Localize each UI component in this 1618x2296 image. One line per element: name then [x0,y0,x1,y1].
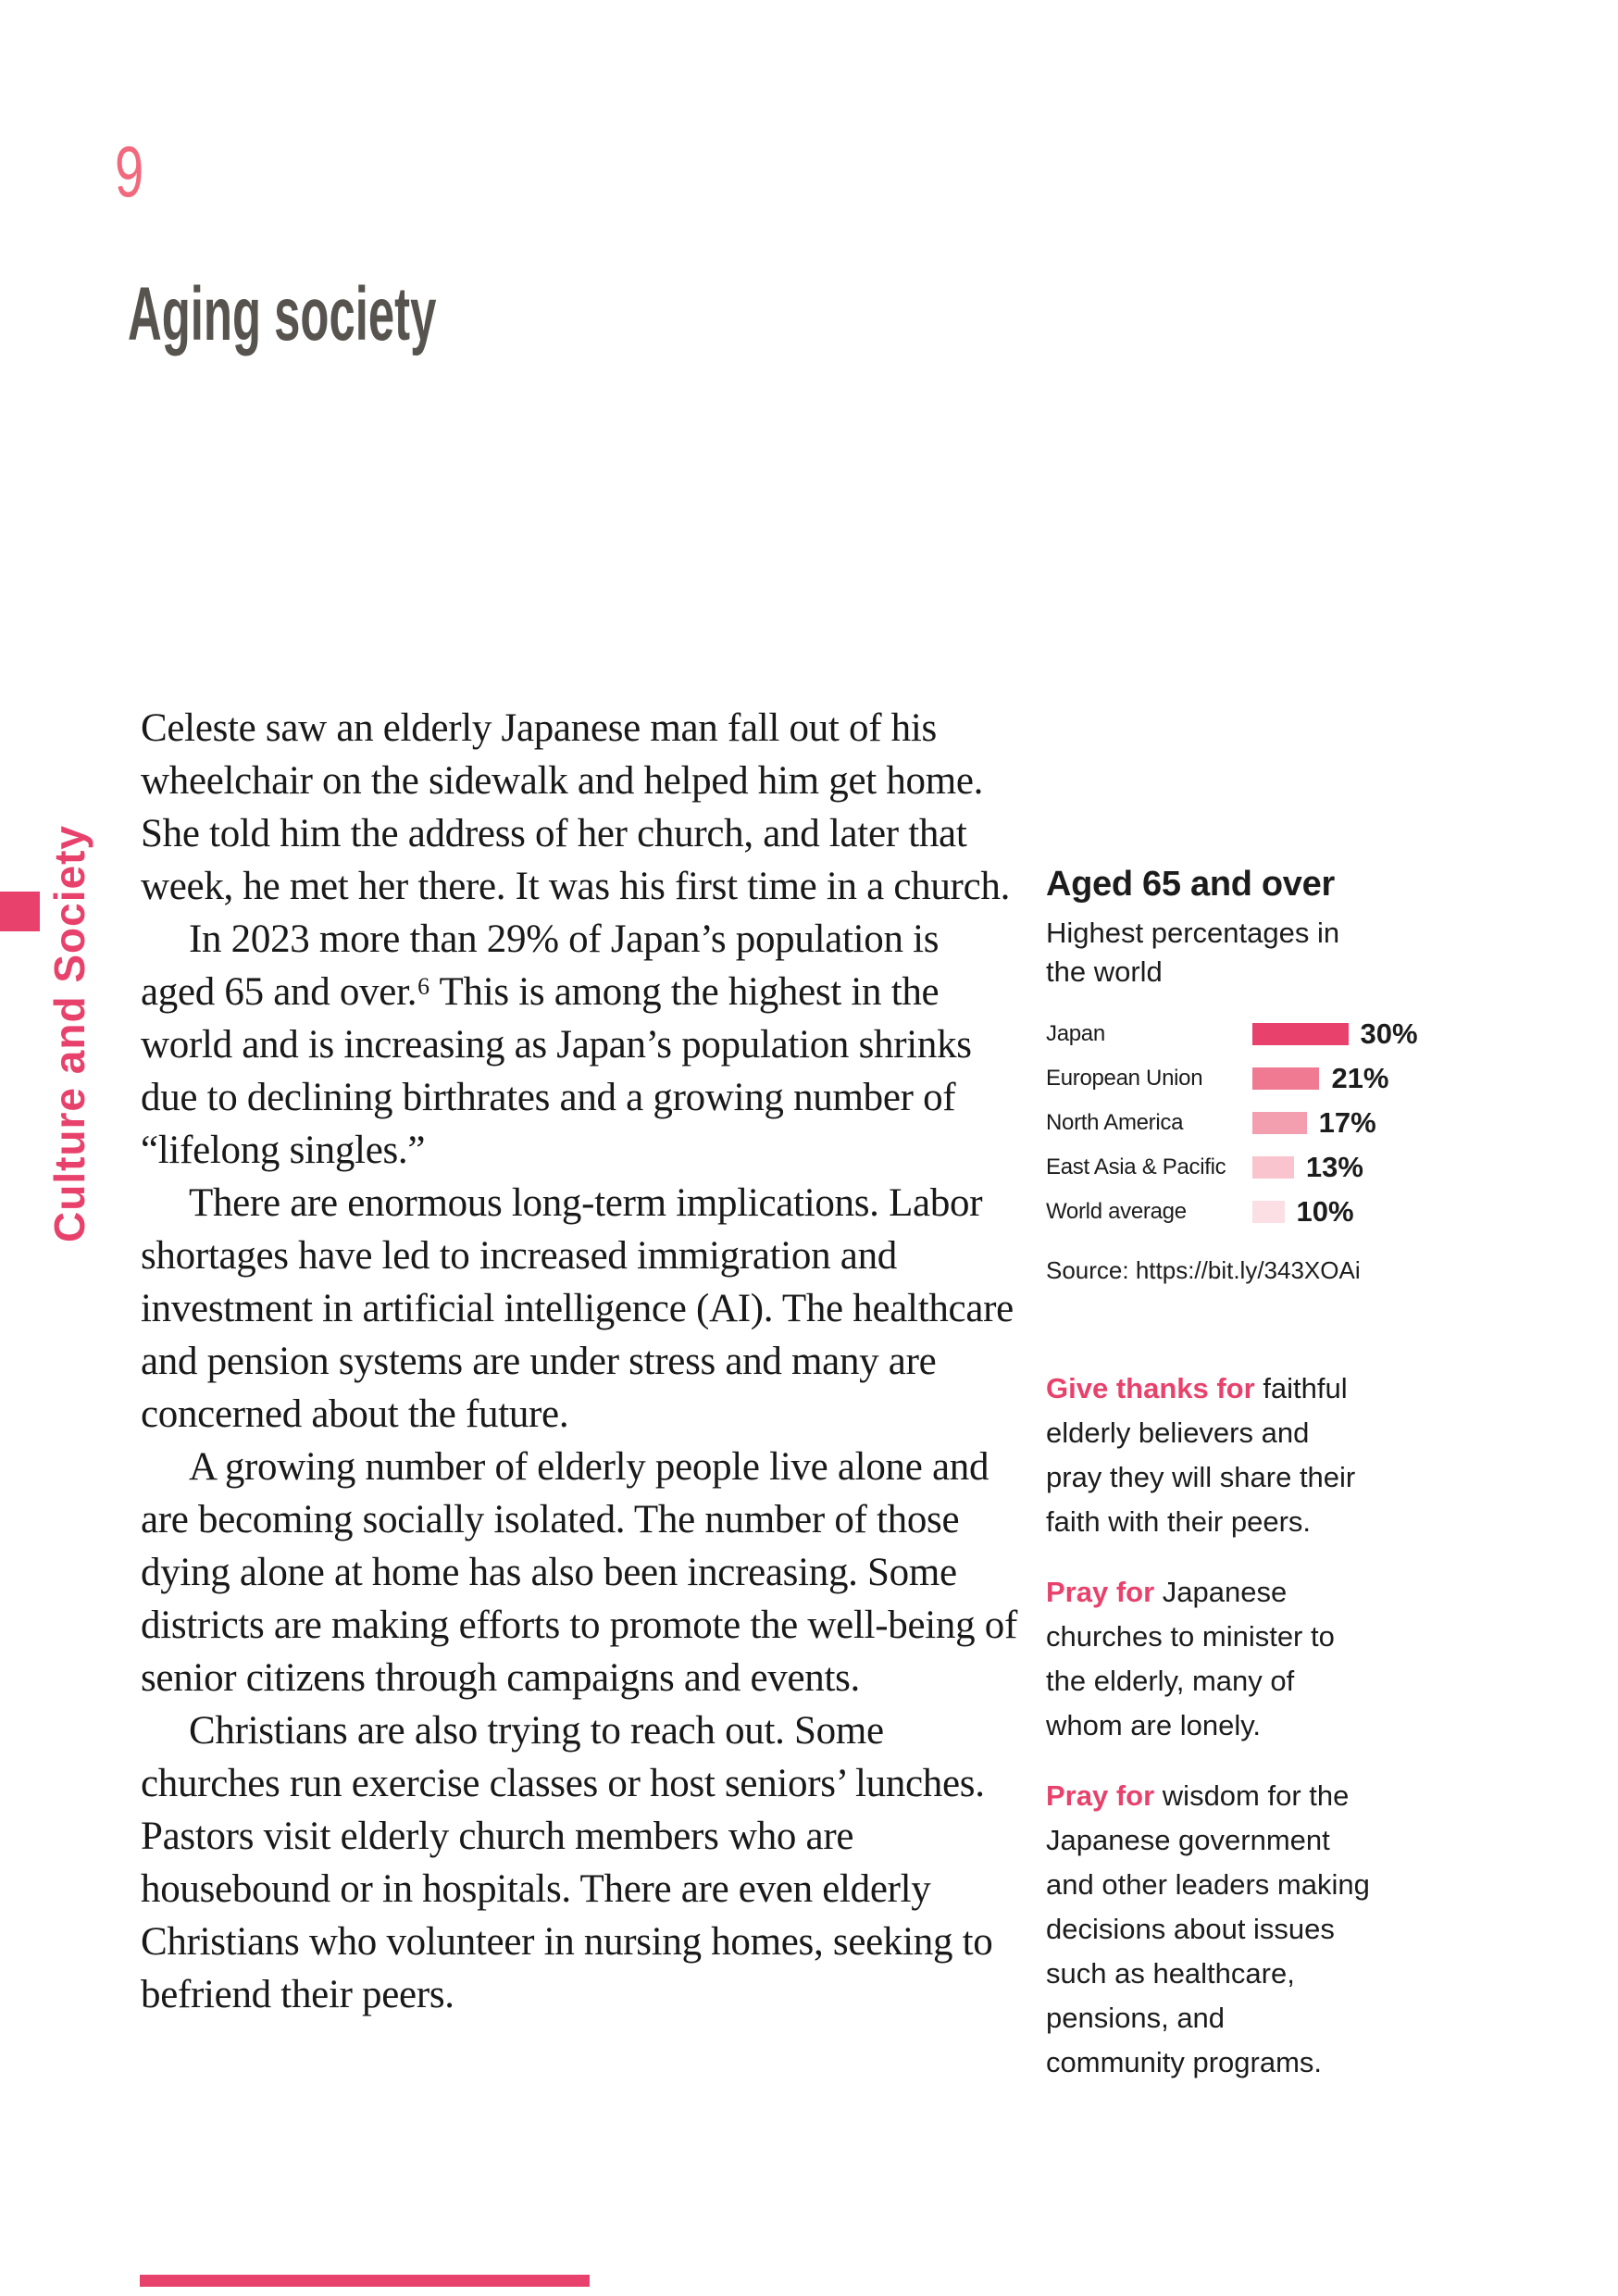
chart-row [1046,1101,1509,1145]
chart-row-label: North America [1046,1110,1184,1135]
chart-value-label: 13% [1305,1151,1363,1183]
chart-bar [1252,1201,1285,1223]
sidebar-column [1046,865,1509,2111]
chart-bar [1252,1067,1319,1090]
chart-value-label: 21% [1331,1062,1389,1094]
prayer-item [1046,1570,1370,1748]
body-text-column [141,702,1018,2021]
chart-row-label: Japan [1046,1021,1105,1046]
chart-row [1046,1190,1509,1234]
prayer-text: wisdom for the Japanese government and other leaders making decisions about issues such as healthcare, pensions, and community programs. [1046,1779,1370,2078]
prayer-item [1046,1366,1370,1544]
chart-title: Aged 65 and over [1046,865,1335,904]
chart-row-label: World average [1046,1199,1187,1224]
section-marker-square [0,892,40,931]
chart-value-label: 17% [1318,1106,1376,1139]
chapter-number: 9 [115,131,144,212]
chart-row-label: European Union [1046,1066,1203,1091]
section-sidebar-label: Culture and Society [45,825,93,1242]
body-paragraph: Christians are also trying to reach out. Some churches run exercise classes or host seniors’ lunches. Pastors visit elderly church members who are housebound or in hospitals. There are even elderly Christians who volunteer in nursing homes, seeking to befriend their peers. [141,1709,993,2016]
page-edge-bar [140,2275,590,2287]
page-title: Aging society [128,271,437,356]
body-paragraph: Celeste saw an elderly Japanese man fall out of his wheelchair on the sidewalk and helped him get home. She told him the address of her church, and later that week, he met her there. It was his first time in a church. [141,706,1011,908]
chart-row [1046,1145,1509,1190]
chart-bar [1252,1023,1349,1045]
prayer-text: Japanese churches to minister to the elderly, many of whom are lonely. [1046,1576,1335,1741]
chart-bar [1252,1156,1294,1179]
chart-source: Source: https://bit.ly/343XOAi [1046,1256,1361,1284]
prayer-text: faithful elderly believers and pray they will share their faith with their peers. [1046,1372,1356,1538]
chart-row-label: East Asia & Pacific [1046,1154,1226,1179]
body-paragraph: There are enormous long-term implications. Labor shortages have led to increased immigration and investment in artificial intelligence (AI). The healthcare and pension systems are under stress and many are concerned about the future. [141,1181,1014,1436]
chart-value-label: 30% [1360,1017,1418,1050]
chart-bar [1252,1112,1307,1134]
chart-rows [1046,1012,1509,1234]
chart-subtitle: Highest percentages in the world [1046,917,1340,988]
chart-row [1046,1012,1509,1056]
prayer-lead: Give thanks for [1046,1372,1255,1404]
chart-value-label: 10% [1296,1195,1354,1228]
body-paragraph: A growing number of elderly people live alone and are becoming socially isolated. The number of those dying alone at home has also been increasing. Some districts are making efforts to promote the well-being of senior citizens through campaigns and events. [141,1445,1017,1700]
body-paragraph: In 2023 more than 29% of Japan’s population is aged 65 and over.⁶ This is among the highest in the world and is increasing as Japan’s population shrinks due to declining birthrates and a growing number of “lifelong singles.” [141,917,972,1172]
prayer-lead: Pray for [1046,1576,1155,1608]
chart-row [1046,1056,1509,1101]
prayer-lead: Pray for [1046,1779,1155,1812]
prayer-item [1046,1774,1370,2085]
